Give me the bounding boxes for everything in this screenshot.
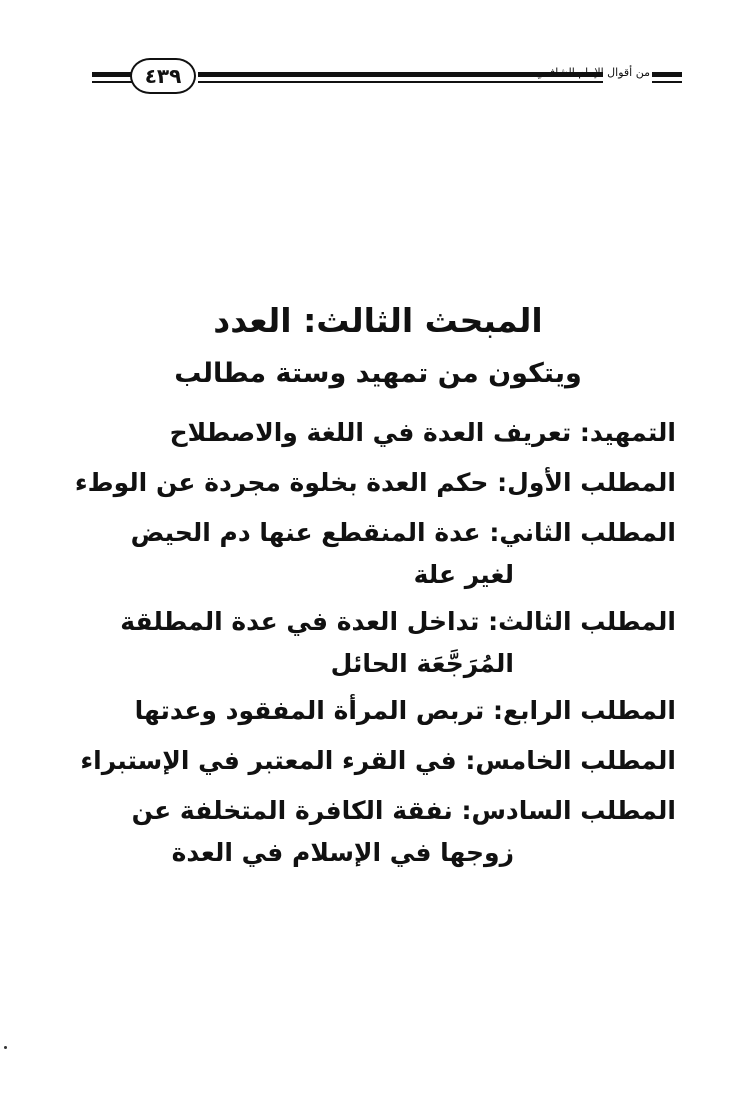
page-number-frame	[130, 58, 196, 94]
toc-entry-line: المطلب السادس: نفقة الكافرة المتخلفة عن	[131, 796, 676, 825]
toc-entry-1	[74, 462, 676, 504]
running-header	[92, 56, 682, 96]
toc-entry-continuation: لغير علة	[413, 560, 514, 589]
running-title: من أقوال الإمام الشافعي	[535, 66, 650, 79]
chapter-subtitle: ويتكون من تمهيد وستة مطالب	[174, 358, 582, 389]
toc-entry-line: المطلب الأول: حكم العدة بخلوة مجردة عن الوطء	[74, 468, 676, 497]
header-rule-right	[652, 72, 682, 77]
toc-entry-line: المطلب الثاني: عدة المنقطع عنها دم الحيض	[130, 518, 676, 547]
toc-entry-line: المطلب الثالث: تداخل العدة في عدة المطلقة	[120, 607, 676, 636]
header-rule-right-thin	[652, 81, 682, 83]
toc-entry-line: التمهيد: تعريف العدة في اللغة والاصطلاح	[169, 418, 676, 447]
toc-entry-line: المطلب الخامس: في القرء المعتبر في الإستبراء	[80, 746, 676, 775]
toc-entry-continuation: زوجها في الإسلام في العدة	[171, 838, 514, 867]
toc-entry-3	[80, 601, 676, 685]
toc-entry-5	[80, 740, 676, 782]
header-rule-left-thin	[92, 81, 132, 83]
toc-entry-line: المطلب الرابع: تربص المرأة المفقود وعدتها	[134, 696, 676, 725]
header-rule-left	[92, 72, 132, 77]
toc-entry-2	[80, 512, 676, 596]
toc-entry-continuation: المُرَجَّعَة الحائل	[330, 649, 514, 678]
chapter-title: المبحث الثالث: العدد	[213, 301, 543, 340]
scan-speck	[4, 1046, 7, 1049]
header-rule-middle-thin	[198, 81, 603, 83]
toc-entry-4	[80, 690, 676, 732]
page-number: ٤٣٩	[144, 64, 182, 88]
toc-entry-intro	[80, 412, 676, 454]
toc-entry-6	[80, 790, 676, 874]
